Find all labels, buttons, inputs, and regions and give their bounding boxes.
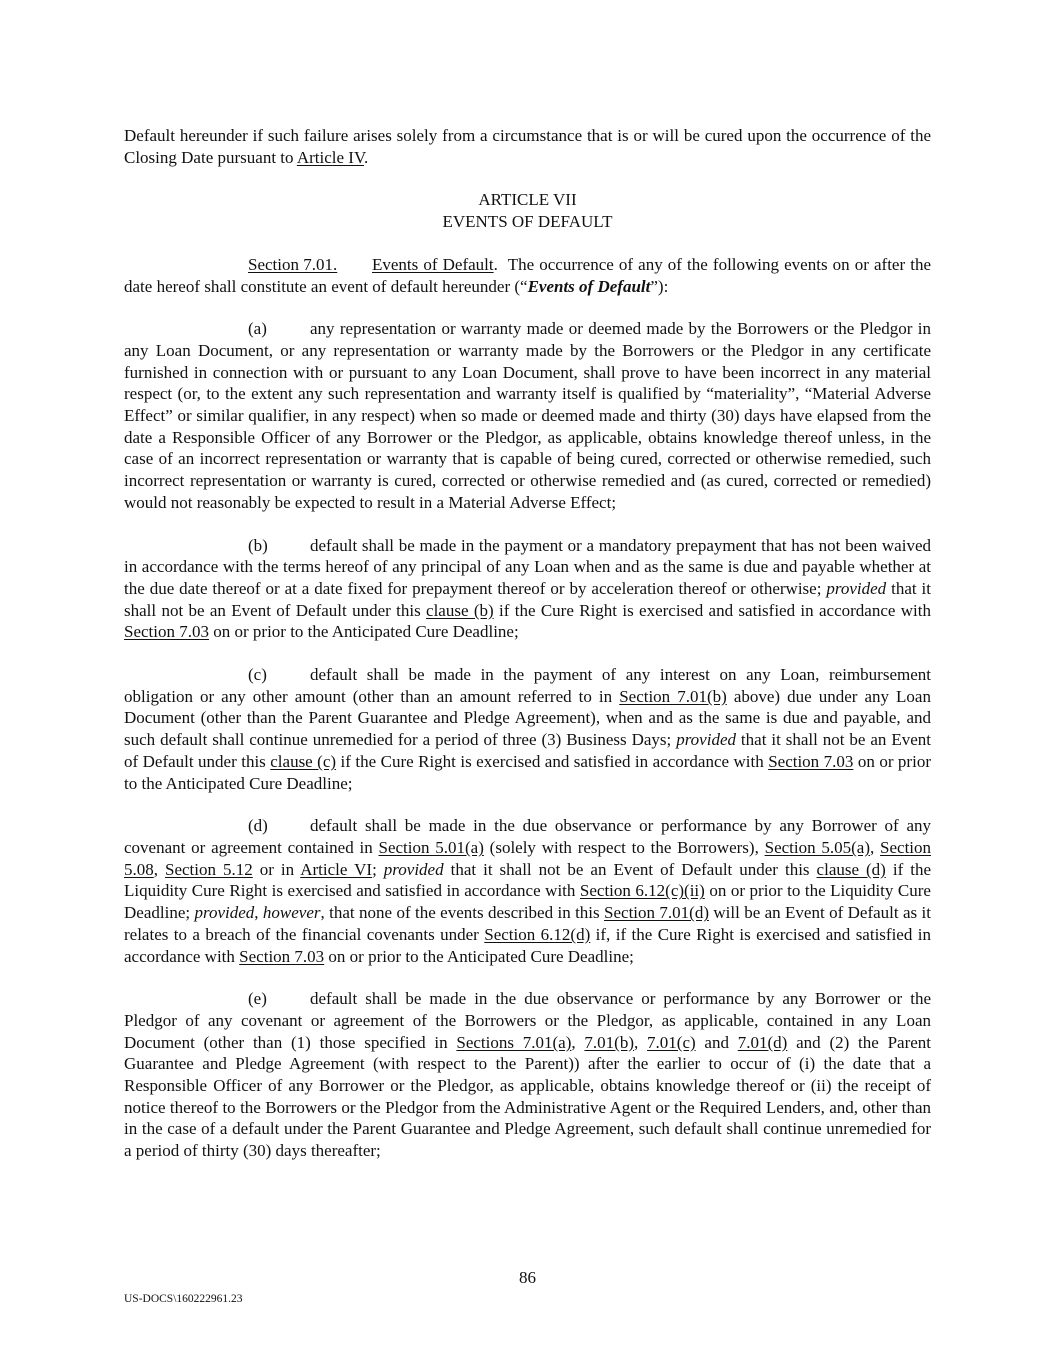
section-5-08-link[interactable]: Section 5.08 [124, 837, 932, 879]
section-7-01-paragraph: Section 7.01. Events of Default. The occurrence of any of the following events on or after the date hereof shall constitute an event of default hereunder (“Events of Default”): [124, 254, 936, 296]
clause-label: (e) [248, 989, 267, 1009]
clause-b-link[interactable]: clause (b) [426, 600, 494, 620]
page-number: 86 [519, 1268, 536, 1287]
clause-e: (e) default shall be made in the due observance or performance by any Borrower or the Pledgor of any covenant or agreement of the Borrowers or the Pledgor, as applicable, contained in any Loan Document (other than (1) those specified in Sections 7.01(a), 7.01(b), 7.01(c) and 7.01(d) and (2) the Parent Guarantee and Pledge Agreement (with respect to the Parent)) after the earlier to occur of (i) the date that a Responsible Officer of any Borrower or the Pledgor, as applicable, obtains knowledge thereof or (ii) the receipt of notice thereof to the Borrowers or the Pledgor from the Administrative Agent or the Required Lenders, and, other than in the case of a default under the Parent Guarantee and Pledge Agreement, such default shall continue unremedied for a period of thirty (30) days thereafter; [124, 989, 932, 1161]
intro-paragraph: Default hereunder if such failure arises solely from a circumstance that is or will be cured upon the occurrence of the Closing Date pursuant to Article IV. [124, 126, 931, 167]
section-6-12d-link[interactable]: Section 6.12(d) [484, 924, 591, 944]
document-body [124, 125, 936, 1162]
article-iv-link[interactable]: Article IV [296, 147, 365, 167]
article-title: EVENTS OF DEFAULT [442, 212, 613, 232]
document-id: US-DOCS\160222961.23 [124, 1293, 243, 1305]
clause-label: (d) [248, 816, 268, 836]
clause-label: (b) [248, 535, 268, 555]
clause-b: (b) default shall be made in the payment or a mandatory prepayment that has not been waived in accordance with the terms hereof of any principal of any Loan when and as the same is due and payable whether at the due date thereof or at a date fixed for prepayment thereof or by acceleration thereof or otherwise; provided that it shall not be an Event of Default under this clause (b) if the Cure Right is exercised and satisfied in accordance with Section 7.03 on or prior to the Anticipated Cure Deadline; [124, 535, 931, 642]
article-number: ARTICLE VII [478, 190, 577, 210]
defined-term: Events of Default [527, 276, 651, 296]
article-vi-link[interactable]: Article VI [300, 859, 373, 879]
section-7-01c-link[interactable]: 7.01(c) [647, 1032, 696, 1052]
section-7-03-link[interactable]: Section 7.03 [768, 751, 854, 771]
clause-d-link[interactable]: clause (d) [816, 859, 886, 879]
section-title: Events of Default [372, 254, 494, 274]
section-7-01d-link[interactable]: 7.01(d) [737, 1032, 788, 1052]
section-7-01b-link[interactable]: Section 7.01(b) [619, 686, 727, 706]
sections-7-01a-link[interactable]: Sections 7.01(a) [456, 1032, 572, 1052]
clause-d: (d) default shall be made in the due observance or performance by any Borrower of any covenant or agreement contained in Section 5.01(a) (solely with respect to the Borrowers), Section 5.05(a), Section 5.08, Section 5.12 or in Article VI; provided that it shall not be an Event of Default under this clause (d) if the Liquidity Cure Right is exercised and satisfied in accordance with Section 6.12(c)(ii) on or prior to the Liquidity Cure Deadline; provided, however, that none of the events described in this Section 7.01(d) will be an Event of Default as it relates to a breach of the financial covenants under Section 6.12(d) if, if the Cure Right is exercised and satisfied in accordance with Section 7.03 on or prior to the Anticipated Cure Deadline; [124, 816, 932, 966]
clause-a: (a) any representation or warranty made or deemed made by the Borrowers or the Pledgor in any Loan Document, or any representation or warranty made by the Borrowers or the Pledgor in any certificate furnished in connection with or pursuant to any Loan Document, shall prove to have been incorrect in any material respect (or, to the extent any such representation and warranty itself is qualified by “materiality”, “Material Adverse Effect” or similar qualifier, in any respect) when so made or deemed made and thirty (30) days have elapsed from the date a Responsible Officer of any Borrower or the Pledgor, as applicable, obtains knowledge thereof unless, in the case of an incorrect representation or warranty that is capable of being cured, corrected or otherwise remedied, such incorrect representation or warranty is cured, corrected or otherwise remedied and (as cured, corrected or remedied) would not reasonably be expected to result in a Material Adverse Effect; [124, 319, 931, 512]
clause-c-link[interactable]: clause (c) [270, 751, 337, 771]
section-6-12cii-link[interactable]: Section 6.12(c)(ii) [579, 881, 705, 901]
clause-c: (c) default shall be made in the payment of any interest on any Loan, reimbursement obligation or any other amount (other than an amount referred to in Section 7.01(b) above) due under any Loan Document (other than the Parent Guarantee and Pledge Agreement), when and as the same is due and payable, and such default shall continue unremedied for a period of three (3) Business Days; provided that it shall not be an Event of Default under this clause (c) if the Cure Right is exercised and satisfied in accordance with Section 7.03 on or prior to the Anticipated Cure Deadline; [124, 665, 932, 793]
clause-label: (c) [248, 665, 267, 685]
section-7-03-link[interactable]: Section 7.03 [124, 622, 209, 642]
section-number: Section 7.01. [248, 254, 338, 274]
section-5-05a-link[interactable]: Section 5.05(a) [764, 837, 870, 857]
clause-label: (a) [248, 319, 267, 339]
section-7-03-link[interactable]: Section 7.03 [239, 946, 325, 966]
section-5-12-link[interactable]: Section 5.12 [165, 859, 253, 879]
section-7-01b-link[interactable]: 7.01(b) [584, 1032, 634, 1052]
section-5-01a-link[interactable]: Section 5.01(a) [378, 837, 484, 857]
section-7-01d-link[interactable]: Section 7.01(d) [604, 903, 709, 923]
